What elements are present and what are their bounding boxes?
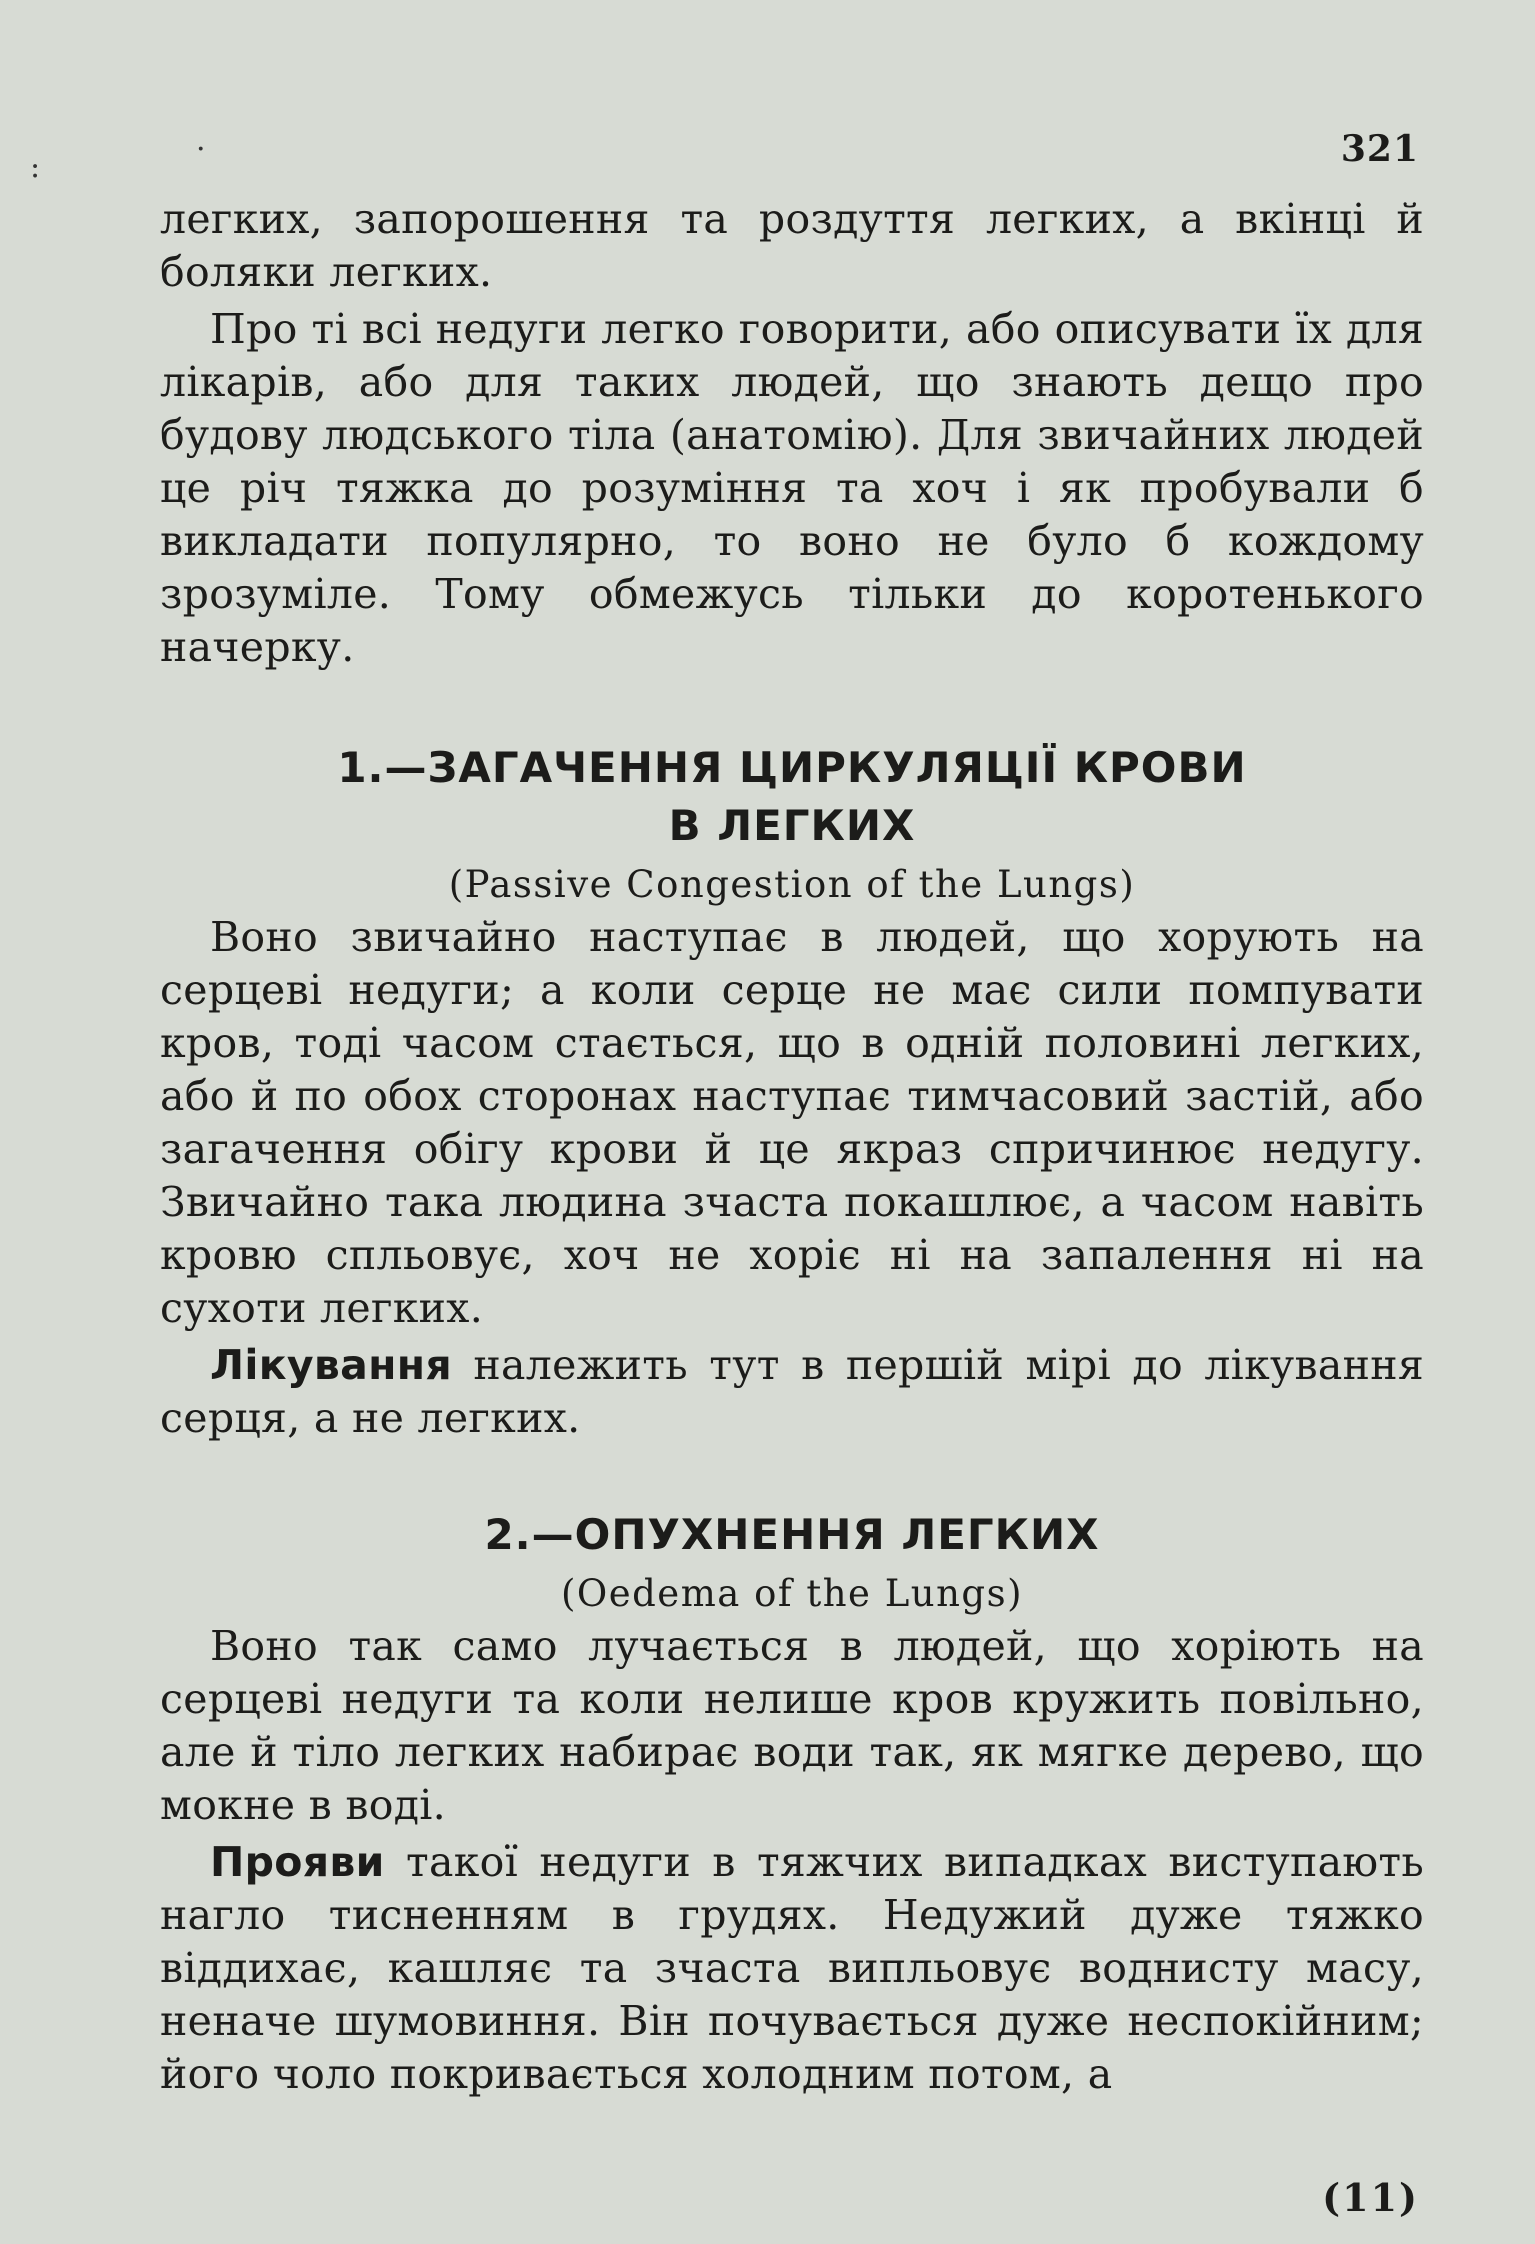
section-2-subtitle: (Oedema of the Lungs) (560, 1572, 1024, 1615)
section-2 (160, 1502, 1424, 2101)
intro-paragraph: Про ті всі недуги легко говорити, або описувати їх для лікарів, або для таких людей, що знають дещо про будову людського тіла (анатомію). Для звичайних людей це річ тяжка до розуміння та хоч і як пробували б викладати популярно, то воно не було б кождому зрозуміле. Тому обмежусь тільки до коротенького начерку. (160, 305, 1424, 671)
intro-block (160, 193, 1424, 674)
margin-mark: : (30, 150, 41, 185)
signature-mark: (11) (1322, 2175, 1419, 2220)
section-1-treatment (160, 1339, 1424, 1445)
section-2-heading: 2.—ОПУХНЕННЯ ЛЕГКИХ (484, 1510, 1100, 1559)
symptoms-text: такої недуги в тяжчих випадках виступають нагло тисненням в грудях. Недужий дуже тяжко віддихає, кашляє та зчаста випльовує воднисту масу, неначе шумовиння. Він почувається дуже неспокійним; його чоло покривається холодним потом, а (160, 1838, 1424, 2098)
continuation-text: легких, запорошення та роздуття легких, а вкінці й боляки легких. (160, 195, 1424, 296)
page-number: 321 (1340, 128, 1419, 170)
section-1-subtitle: (Passive Congestion of the Lungs) (448, 863, 1136, 906)
section-1-heading-line1: 1.—ЗАГАЧЕННЯ ЦИРКУЛЯЦІЇ КРОВИ (337, 743, 1247, 792)
section-1 (160, 735, 1424, 1445)
symptoms-lead: Прояви (210, 1838, 385, 1886)
treatment-text: належить тут в першій мірі до лікування серця, а не легких. (160, 1341, 1424, 1442)
treatment-lead: Лікування (210, 1341, 452, 1389)
section-1-paragraph: Воно звичайно наступає в людей, що хорують на серцеві недуги; а коли серце не має сили помпувати кров, тоді часом стається, що в одній половині легких, або й по обох сторонах наступає тимчасовий застій, або загачення обігу крови й це якраз спричинює недугу. Звичайно така людина зчаста покашлює, а часом навіть кровю спльовує, хоч не хоріє ні на запалення ні на сухоти легких. (160, 913, 1424, 1332)
section-2-paragraph: Воно так само лучається в людей, що хоріють на серцеві недуги та коли нелише кров кружить повільно, але й тіло легких набирає води так, як мягке дерево, що мокне в воді. (160, 1622, 1424, 1829)
margin-mark: · (196, 132, 206, 167)
section-1-heading-line2: В ЛЕГКИХ (668, 801, 916, 850)
section-2-symptoms (160, 1836, 1424, 2101)
